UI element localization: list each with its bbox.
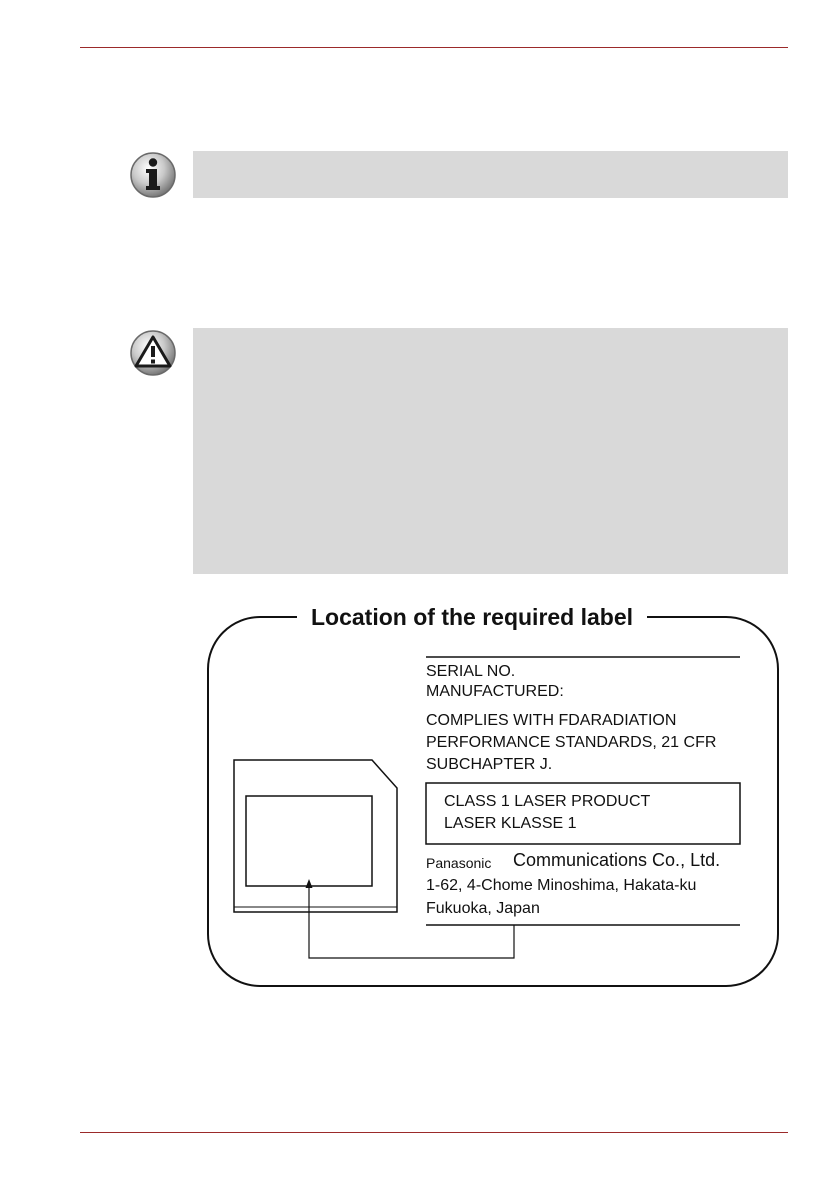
label-location-diagram bbox=[205, 600, 785, 990]
complies-line-2: PERFORMANCE STANDARDS, 21 CFR bbox=[426, 734, 717, 751]
complies-line-1: COMPLIES WITH FDARADIATION bbox=[426, 712, 677, 729]
footer-rule bbox=[80, 1132, 788, 1133]
serial-number-text: SERIAL NO. bbox=[426, 663, 516, 680]
address-line-1: 1-62, 4-Chome Minoshima, Hakata-ku bbox=[426, 877, 697, 894]
maker-brand: Panasonic bbox=[426, 855, 492, 871]
diagram-title: Location of the required label bbox=[297, 602, 647, 632]
warning-callout bbox=[193, 328, 788, 574]
class-line-2: LASER KLASSE 1 bbox=[444, 815, 577, 832]
note-callout bbox=[193, 151, 788, 198]
warning-triangle-icon bbox=[128, 328, 178, 378]
maker-name: Communications Co., Ltd. bbox=[513, 850, 721, 870]
address-line-2: Fukuoka, Japan bbox=[426, 900, 540, 917]
manufactured-text: MANUFACTURED: bbox=[426, 683, 564, 700]
class-line-1: CLASS 1 LASER PRODUCT bbox=[444, 793, 651, 810]
complies-line-3: SUBCHAPTER J. bbox=[426, 756, 553, 773]
info-icon bbox=[128, 150, 178, 200]
header-rule bbox=[80, 47, 788, 48]
